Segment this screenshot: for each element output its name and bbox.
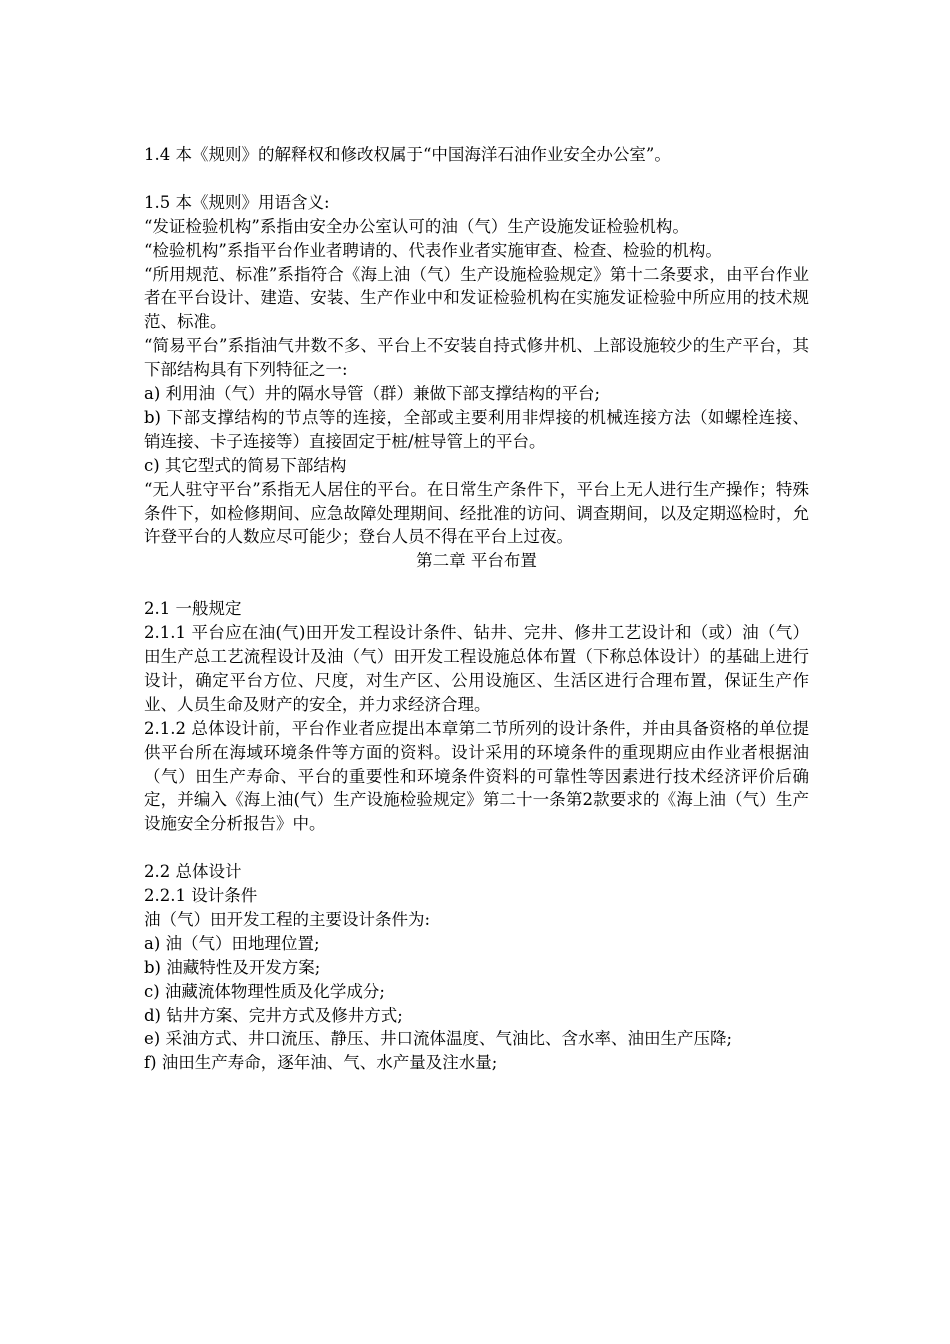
definition-simple-platform: “简易平台”系指油气井数不多、平台上不安装自持式修井机、上部设施较少的生产平台，其下部结构具有下列特征之一: [144, 336, 809, 380]
definition-inspection-body: “检验机构”系指平台作业者聘请的、代表作业者实施审查、检查、检验的机构。 [144, 240, 722, 260]
section-2-2-heading: 2.2 总体设计 [144, 862, 242, 882]
design-condition-item-e: e) 采油方式、井口流压、静压、井口流体温度、气油比、含水率、油田生产压降; [144, 1029, 733, 1049]
section-1-4-paragraph: 1.4 本《规则》的解释权和修改权属于“中国海洋石油作业安全办公室”。 [144, 145, 671, 164]
document-page [144, 143, 809, 1075]
simple-platform-item-c: c) 其它型式的简易下部结构 [144, 455, 347, 475]
definition-certification-body: “发证检验机构”系指由安全办公室认可的油（气）生产设施发证检验机构。 [144, 216, 689, 236]
design-conditions-intro: 油（气）田开发工程的主要设计条件为: [144, 909, 431, 929]
design-condition-item-f: f) 油田生产寿命，逐年油、气、水产量及注水量; [144, 1053, 498, 1073]
design-condition-item-c: c) 油藏流体物理性质及化学成分; [144, 981, 385, 1001]
definition-unmanned-platform: “无人驻守平台”系指无人居住的平台。在日常生产条件下，平台上无人进行生产操作；特殊条件下，如检修期间、应急故障处理期间、经批准的访问、调查期间，以及定期巡检时，允许登平台的人数应尽可能少；登台人员不得在平台上过夜。 [144, 479, 809, 547]
section-2-2-1-heading: 2.2.1 设计条件 [144, 886, 258, 906]
definition-codes-standards: “所用规范、标准”系指符合《海上油（气）生产设施检验规定》第十二条要求，由平台作业者在平台设计、建造、安装、生产作业中和发证检验机构在实施发证检验中所应用的技术规范、标准。 [144, 264, 809, 332]
section-2-1-1-paragraph: 2.1.1 平台应在油(气)田开发工程设计条件、钻井、完井、修井工艺设计和（或）油（气）田生产总工艺流程设计及油（气）田开发工程设施总体布置（下称总体设计）的基础上进行设计，确定平台方位、尺度，对生产区、公用设施区、生活区进行合理布置，保证生产作业、人员生命及财产的安全，并力求经济合理。 [144, 623, 809, 714]
design-condition-item-a: a) 油（气）田地理位置; [144, 933, 320, 953]
simple-platform-item-b: b) 下部支撑结构的节点等的连接，全部或主要利用非焊接的机械连接方法（如螺栓连接、销连接、卡子连接等）直接固定于桩/桩导管上的平台。 [144, 407, 809, 451]
blank-line [144, 836, 809, 860]
section-1-5-heading: 1.5 本《规则》用语含义: [144, 192, 330, 212]
chapter-2-title: 第二章 平台布置 [416, 551, 537, 571]
design-condition-item-b: b) 油藏特性及开发方案; [144, 957, 321, 977]
blank-line [144, 573, 809, 597]
section-2-1-2-paragraph: 2.1.2 总体设计前，平台作业者应提出本章第二节所列的设计条件，并由具备资格的单位提供平台所在海域环境条件等方面的资料。设计采用的环境条件的重现期应由作业者根据油（气）田生产寿命、平台的重要性和环境条件资料的可靠性等因素进行技术经济评价后确定，并编入《海上油(气）生产设施检验规定》第二十一条第2款要求的《海上油（气）生产设施安全分析报告》中。 [144, 718, 809, 834]
design-condition-item-d: d) 钻井方案、完井方式及修井方式; [144, 1005, 403, 1025]
blank-line [144, 167, 809, 191]
simple-platform-item-a: a) 利用油（气）井的隔水导管（群）兼做下部支撑结构的平台; [144, 384, 601, 404]
section-2-1-heading: 2.1 一般规定 [144, 599, 242, 619]
